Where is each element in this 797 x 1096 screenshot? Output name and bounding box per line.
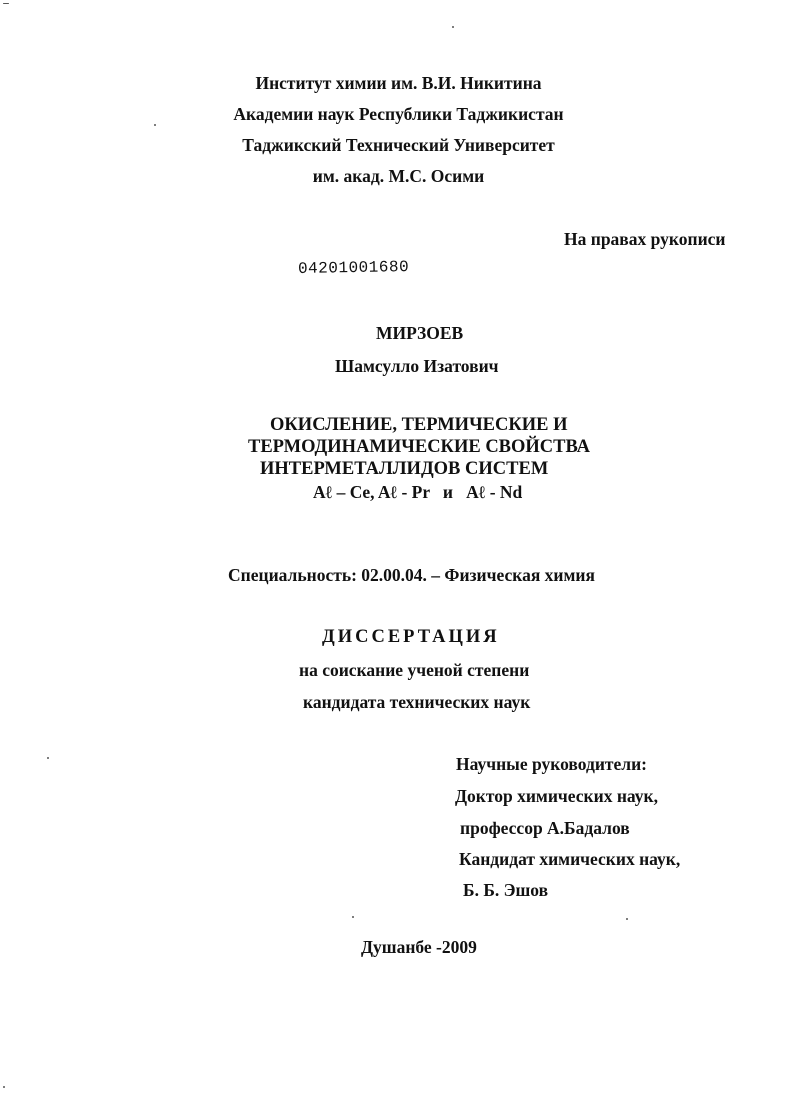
scan-speck [3,3,9,4]
scan-speck [452,26,454,28]
institution-line-4: им. акад. М.С. Осими [312,166,485,186]
institution-line-3: Таджикский Технический Университет [242,135,555,155]
dissertation-title-systems: Aℓ – Ce, Aℓ - Pr и Aℓ - Nd [313,482,523,502]
supervisor-2-name: Б. Б. Эшов [463,880,549,900]
supervisors-heading: Научные руководители: [456,754,648,774]
scan-speck [3,1086,5,1088]
supervisor-1-degree: Доктор химических наук, [455,786,658,806]
registration-number: 04201001680 [297,258,410,278]
degree-line-2: кандидата технических наук [303,692,531,712]
dissertation-title-line-3: ИНТЕРМЕТАЛЛИДОВ СИСТЕМ [260,459,549,479]
place-year: Душанбе -2009 [361,937,477,957]
scan-speck [626,918,628,920]
author-given-names: Шамсулло Изатович [335,356,499,376]
dissertation-title-line-1: ОКИСЛЕНИЕ, ТЕРМИЧЕСКИЕ И [270,415,568,435]
manuscript-note: На правах рукописи [564,229,726,249]
dissertation-title-line-2: ТЕРМОДИНАМИЧЕСКИЕ СВОЙСТВА [248,437,591,457]
scan-speck [154,124,156,126]
institution-line-1: Институт химии им. В.И. Никитина [255,73,542,93]
supervisor-1-name: профессор А.Бадалов [460,818,630,838]
specialty: Специальность: 02.00.04. – Физическая химия [228,565,595,585]
scan-speck [352,916,354,918]
degree-line-1: на соискание ученой степени [299,660,530,680]
scan-speck [47,757,49,759]
institution-line-2: Академии наук Республики Таджикистан [233,104,564,124]
supervisor-2-degree: Кандидат химических наук, [459,849,681,869]
document-type: ДИССЕРТАЦИЯ [322,627,500,647]
author-surname: МИРЗОЕВ [376,323,464,343]
